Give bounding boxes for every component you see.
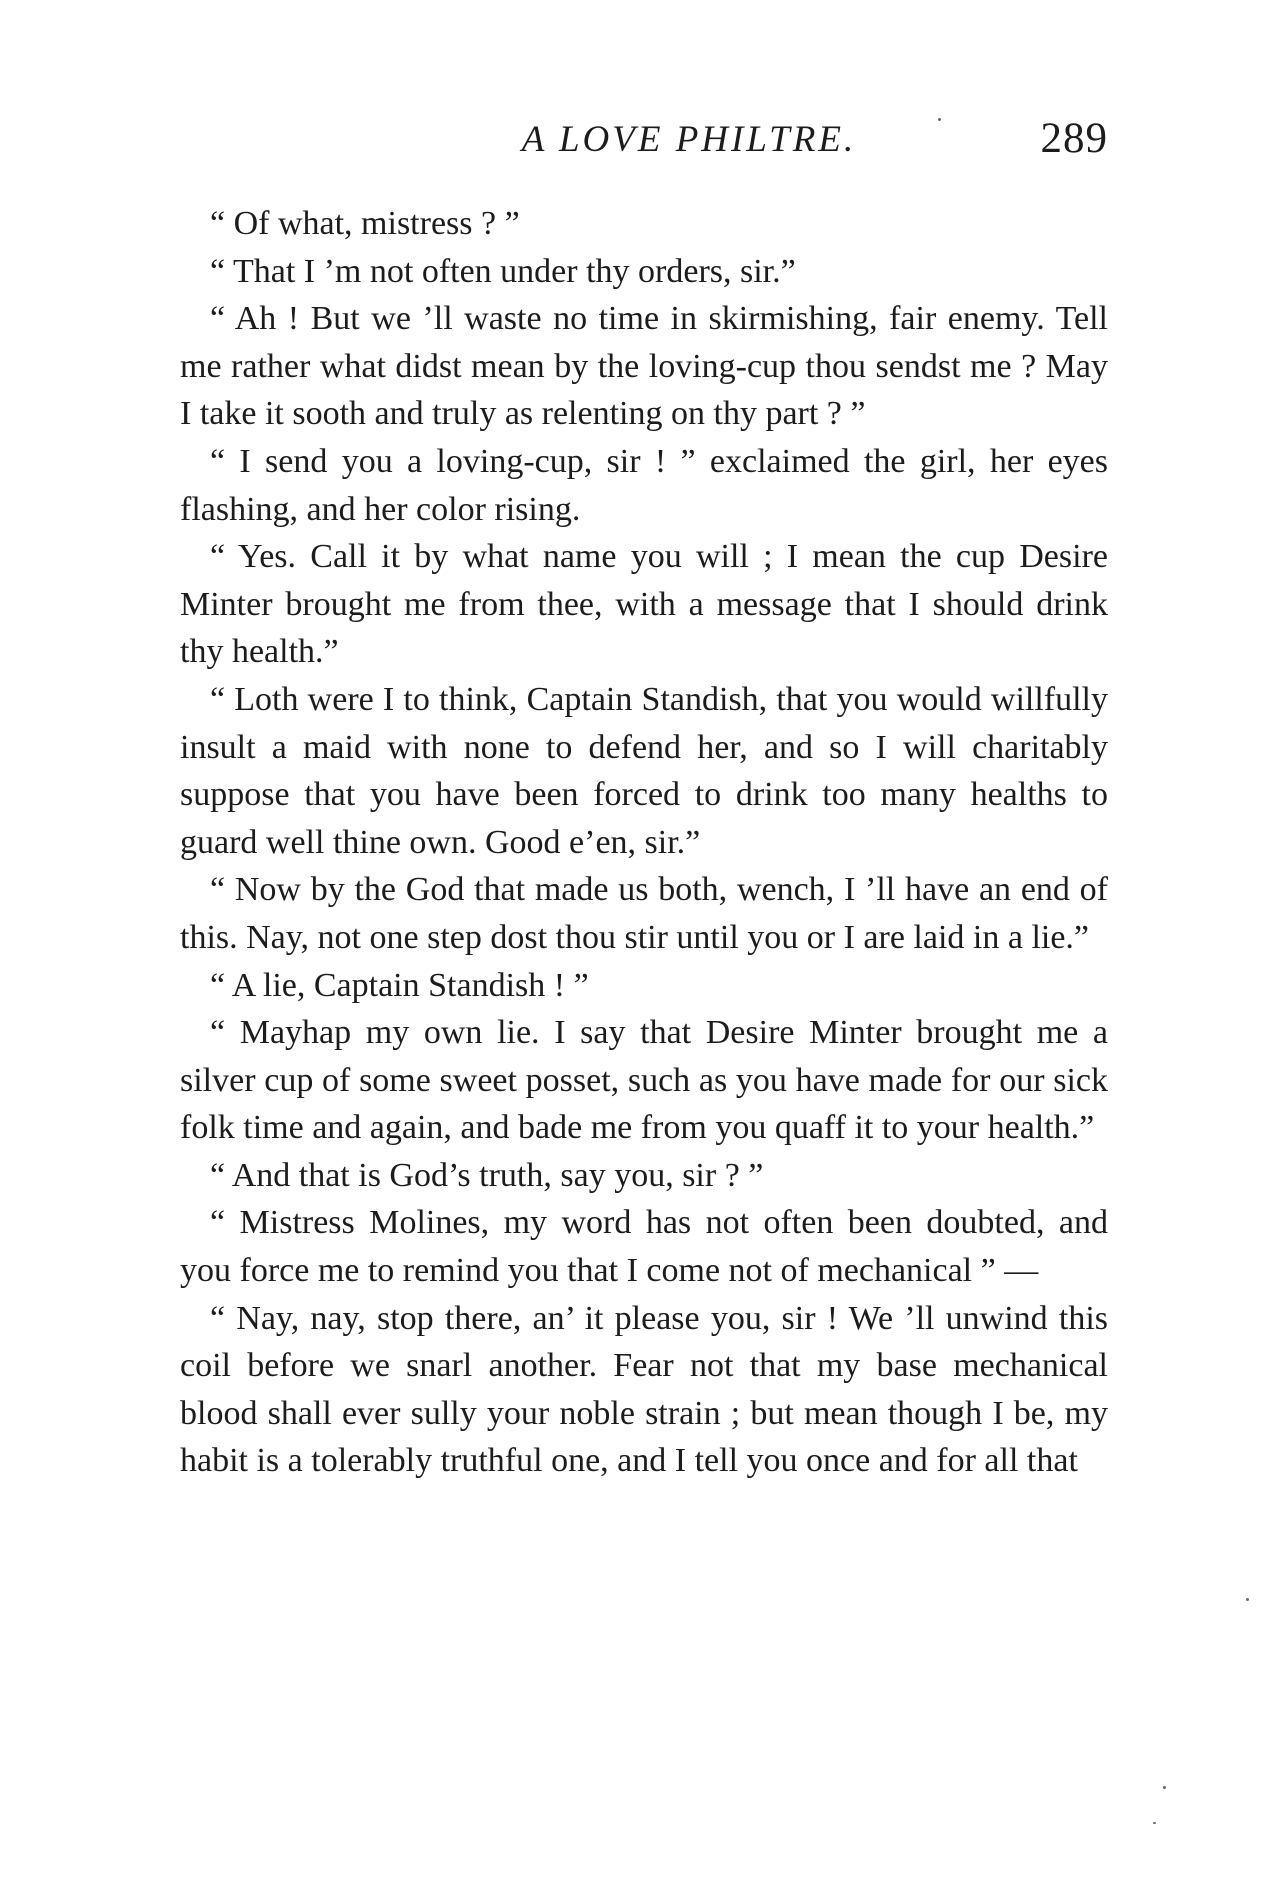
- scan-speck: [1163, 1786, 1166, 1789]
- paragraph: “ That I ’m not often under thy orders, sir.”: [210, 252, 796, 290]
- paragraph: “ A lie, Captain Standish ! ”: [210, 966, 589, 1004]
- scan-speck: [1246, 1598, 1249, 1601]
- paragraph: “ Ah ! But we ’ll waste no time in skirmishing, fair enemy. Tell me rather what didst mean by the loving-cup thou sendst me ? May I take it sooth and truly as relenting on thy part ? ”: [180, 300, 1108, 433]
- running-head: [180, 115, 1108, 168]
- paragraph: “ Mistress Molines, my word has not often been doubted, and you force me to remind you that I come not of mechanical ” —: [180, 1204, 1108, 1290]
- scan-speck: [938, 118, 941, 121]
- page-number: 289: [1040, 115, 1108, 162]
- paragraph: “ Of what, mistress ? ”: [210, 205, 520, 242]
- paragraph: “ Loth were I to think, Captain Standish, that you would willfully insult a maid with none to defend her, and so I will charitably suppose that you have been forced to drink too many healths to guard well thine own. Good e’en, sir.”: [180, 680, 1108, 861]
- paragraph: “ Yes. Call it by what name you will ; I mean the cup Desire Minter brought me from thee, with a message that I should drink thy health.”: [180, 538, 1108, 671]
- running-title: A LOVE PHILTRE.: [521, 119, 857, 160]
- scan-speck: [1153, 1822, 1156, 1824]
- paragraph: “ Now by the God that made us both, wench, I ’ll have an end of this. Nay, not one step dost thou stir until you or I are laid in a lie.”: [180, 871, 1108, 956]
- paragraph: “ I send you a loving-cup, sir ! ” exclaimed the girl, her eyes flashing, and her color rising.: [180, 442, 1108, 528]
- paragraph: “ Nay, nay, stop there, an’ it please you, sir ! We ’ll unwind this coil before we snarl another. Fear not that my base mechanical blood shall ever sully your noble strain ; but mean though I be, my habit is a tolerably truthful one, and I tell you once and for all that: [180, 1299, 1108, 1480]
- paragraph: “ Mayhap my own lie. I say that Desire Minter brought me a silver cup of some sweet posset, such as you have made for our sick folk time and again, and bade me from you quaff it to your health.”: [180, 1014, 1108, 1147]
- paragraph: “ And that is God’s truth, say you, sir ? ”: [210, 1156, 764, 1194]
- body-text: [180, 200, 1108, 1485]
